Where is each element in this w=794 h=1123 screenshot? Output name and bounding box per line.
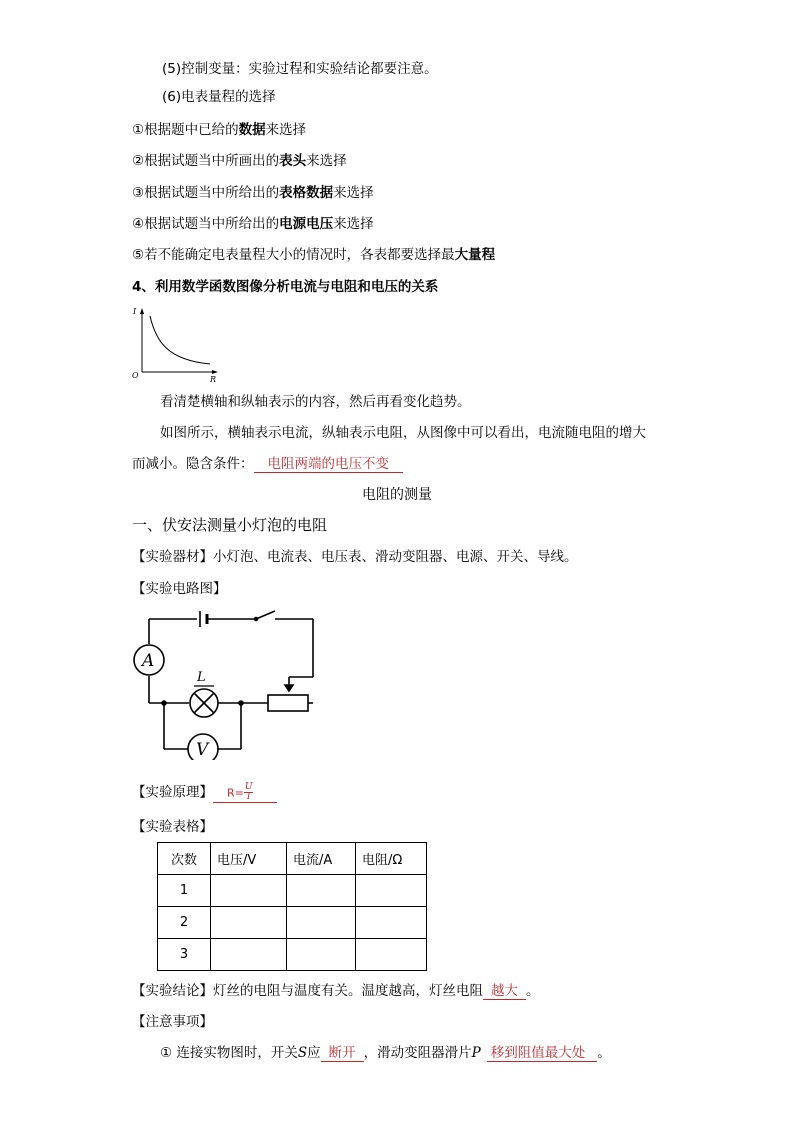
header-count: 次数 bbox=[158, 843, 211, 875]
slider-answer: 移到阻值最大处 bbox=[487, 1045, 598, 1062]
header-resistance: 电阻/Ω bbox=[356, 843, 427, 875]
header-current: 电流/A bbox=[287, 843, 356, 875]
paragraph-1: 看清楚横轴和纵轴表示的内容，然后再看变化趋势。 bbox=[160, 394, 471, 410]
conclusion-line: 【实验结论】灯丝的电阻与温度有关。温度越高，灯丝电阻 越大 。 bbox=[132, 983, 540, 999]
table-row: 3 bbox=[158, 939, 427, 971]
principle-answer: R= $\frac{U}{I}$ bbox=[213, 783, 277, 803]
inverse-graph bbox=[128, 302, 228, 386]
section-heading: 一、伏安法测量小灯泡的电阻 bbox=[132, 516, 328, 534]
switch-answer: 断开 bbox=[321, 1045, 364, 1062]
heading-4: 4、利用数学函数图像分析电流与电阻和电压的关系 bbox=[132, 279, 439, 295]
header-voltage: 电压/V bbox=[211, 843, 287, 875]
choice-5: ⑤若不能确定电表量程大小的情况时，各表都要选择最大量程 bbox=[132, 247, 496, 263]
ammeter-label: A bbox=[142, 651, 155, 671]
y-axis-label: I bbox=[133, 307, 137, 316]
table-row: 1 bbox=[158, 875, 427, 907]
conclusion-answer: 越大 bbox=[483, 983, 526, 1000]
x-axis-label: R bbox=[210, 375, 217, 384]
paragraph-2: 如图所示，横轴表示电流，纵轴表示电阻，从图像中可以看出，电流随电阻的增大 bbox=[160, 425, 646, 441]
notes-label: 【注意事项】 bbox=[132, 1014, 213, 1030]
choice-3: ③根据试题当中所给出的表格数据来选择 bbox=[132, 185, 374, 201]
circuit-label: 【实验电路图】 bbox=[132, 581, 227, 597]
item-6: (6)电表量程的选择 bbox=[162, 89, 276, 105]
origin-label: O bbox=[132, 371, 139, 380]
choice-2: ②根据试题当中所画出的表头来选择 bbox=[132, 153, 347, 169]
table-label: 【实验表格】 bbox=[132, 819, 213, 835]
table-row: 2 bbox=[158, 907, 427, 939]
experiment-table bbox=[157, 842, 427, 971]
choice-1: ①根据题中已给的数据来选择 bbox=[132, 122, 307, 138]
circuit-diagram bbox=[128, 600, 328, 760]
choice-4: ④根据试题当中所给出的电源电压来选择 bbox=[132, 216, 374, 232]
table-header-row bbox=[158, 843, 427, 875]
hidden-condition-answer: 电阻两端的电压不变 bbox=[254, 456, 404, 473]
item-5: (5)控制变量：实验过程和实验结论都要注意。 bbox=[162, 61, 438, 77]
paragraph-3: 而减小。隐含条件： 电阻两端的电压不变 bbox=[132, 455, 403, 473]
section-title: 电阻的测量 bbox=[362, 487, 432, 503]
note-1: ① 连接实物图时，开关S应 断开 ，滑动变阻器滑片P 移到阻值最大处 。 bbox=[160, 1045, 611, 1061]
lamp-label: L bbox=[197, 670, 206, 685]
principle-line: 【实验原理】 R= $\frac{U}{I}$ bbox=[132, 783, 277, 803]
equipment-line: 【实验器材】小灯泡、电流表、电压表、滑动变阻器、电源、开关、导线。 bbox=[132, 549, 578, 565]
voltmeter-label: V bbox=[196, 740, 209, 760]
